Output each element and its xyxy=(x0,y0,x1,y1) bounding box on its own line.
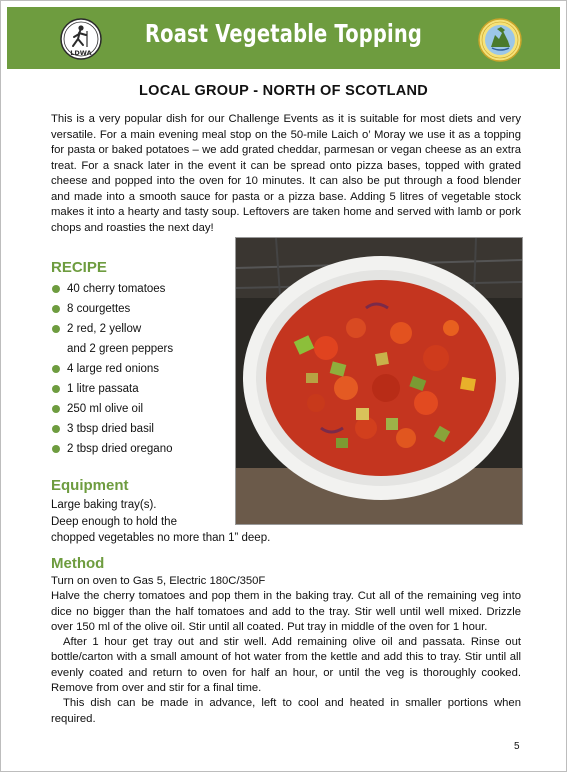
equipment-heading: Equipment xyxy=(51,477,129,494)
intro-paragraph: This is a very popular dish for our Challenge Events as it is suitable for most diets and very versatile. For a main evening meal stop on the 50-mile Laich o’ Moray we use it as a topping for pasta or baked potatoes – we add grated cheddar, parmesan or vegan cheese as an extra treat. For a snack later in the event it can be spread onto pizza bases, topped with grated cheese and popped into the oven for 10 minutes. It can also be put through a food blender and made into a smooth sauce for pasta or a pizza base. Adding 5 litres of vegetable stock makes it into a hearty and tasty soup. Leftovers are taken home and served with lamb or pork chops and roasties the next day! xyxy=(51,113,521,234)
bullet-icon xyxy=(52,285,60,293)
method-line1: Turn on oven to Gas 5, Electric 180C/350F xyxy=(51,575,266,587)
bullet-icon xyxy=(52,405,60,413)
recipe-heading: RECIPE xyxy=(51,259,107,276)
bullet-icon xyxy=(52,425,60,433)
equipment-text: Large baking tray(s). Deep enough to hold the chopped vegetables no more than 1” deep. xyxy=(51,499,271,544)
ingredient-list xyxy=(51,281,241,461)
header-banner xyxy=(7,7,560,69)
bullet-icon xyxy=(52,305,60,313)
list-item: 8 courgettes xyxy=(51,301,241,321)
method-paragraph-1: Halve the cherry tomatoes and pop them in the baking tray. Cut all of the remaining veg into dice no bigger than the half tomatoes and add to the tray. Stir well until well mixed. Drizzle over 150 ml of the olive oil. Stir until all coated. Put tray in middle of the oven for 1 hour. xyxy=(51,590,521,633)
method-text xyxy=(51,574,521,727)
page-number: 5 xyxy=(514,741,520,752)
roast-vegetables-photo xyxy=(235,237,523,525)
page-title: Roast Vegetable Topping xyxy=(145,19,422,48)
list-item: 2 red, 2 yellow xyxy=(51,321,241,341)
north-of-scotland-badge-icon xyxy=(477,17,523,63)
list-item: 250 ml olive oil xyxy=(51,401,241,421)
list-item-continuation: and 2 green peppers xyxy=(67,343,174,355)
list-item: 2 tbsp dried oregano xyxy=(51,441,241,461)
svg-text:LDWA: LDWA xyxy=(70,49,92,57)
list-item: 40 cherry tomatoes xyxy=(51,281,241,301)
list-item: 1 litre passata xyxy=(51,381,241,401)
list-item: 3 tbsp dried basil xyxy=(51,421,241,441)
bullet-icon xyxy=(52,365,60,373)
bullet-icon xyxy=(52,445,60,453)
method-heading: Method xyxy=(51,555,105,572)
group-subtitle: LOCAL GROUP - NORTH OF SCOTLAND xyxy=(138,83,429,99)
bullet-icon xyxy=(52,325,60,333)
method-paragraph-3: This dish can be made in advance, left to cool and heated in smaller portions when required. xyxy=(51,697,521,725)
bullet-icon xyxy=(52,385,60,393)
method-paragraph-2: After 1 hour get tray out and stir well. Add remaining olive oil and passata. Rinse out bottle/carton with a small amount of hot water from the kettle and add this to tray. Stir until all evenly coated and return to oven for half an hour, or until the veg is thoroughly cooked. Remove from over and stir for a final time. xyxy=(51,636,521,695)
list-item: 4 large red onions xyxy=(51,361,241,381)
